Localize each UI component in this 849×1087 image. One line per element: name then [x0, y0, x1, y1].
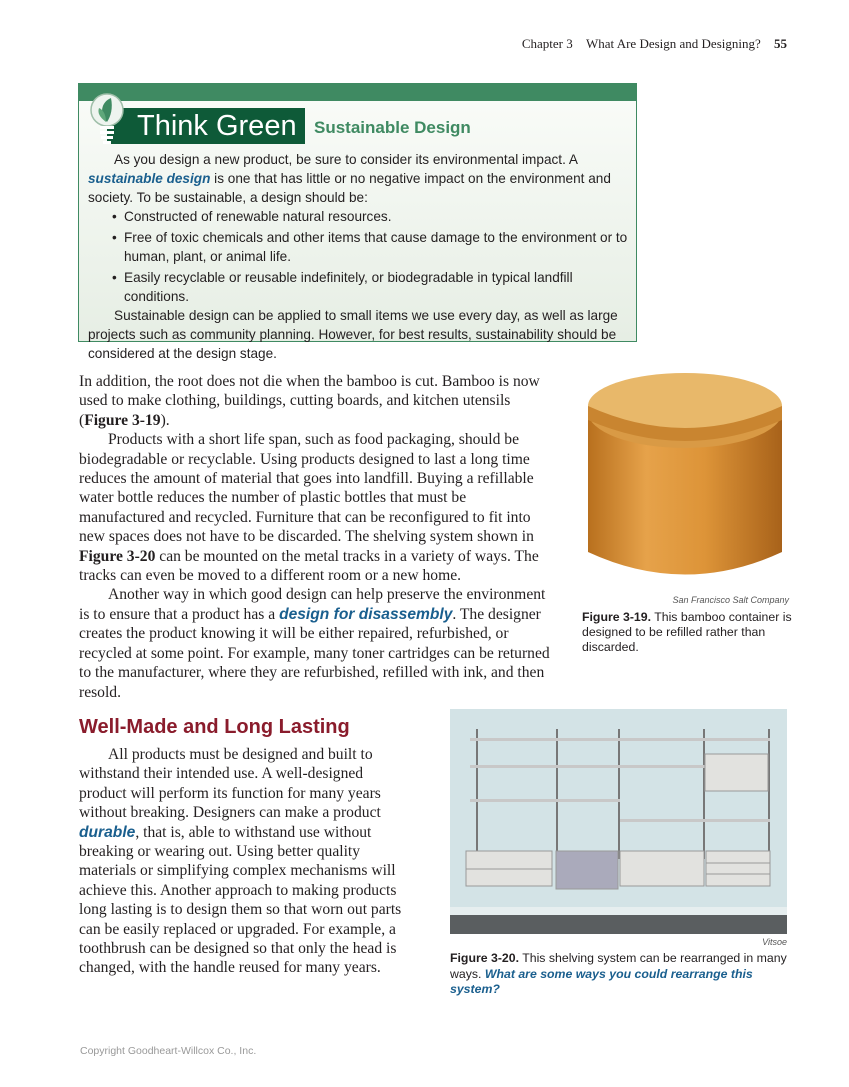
text: . The designer creates the product knowing it will be either repaired, refurbished, or recycled at some point. For example, many toner cartridges can be returned to the manufacturer, where they are refurbished, refilled with ink, and then resold.	[79, 605, 550, 701]
body-column	[79, 745, 411, 978]
bullet-item: • Easily recyclable or reusable indefinitely, or biodegradable in typical landfill conditions.	[124, 268, 628, 306]
paragraph	[79, 430, 551, 585]
sidebar-paragraph	[88, 150, 628, 207]
text: ).	[160, 411, 170, 429]
think-green-label: Think Green	[107, 108, 305, 144]
figure-label: Figure 3-19.	[582, 610, 652, 624]
sidebar-title: Sustainable Design	[314, 118, 471, 137]
sidebar-bullets	[88, 207, 628, 306]
text: is one that has little or no negative impact on the environment and society. To be sustainable, a design should be:	[88, 171, 611, 205]
photo-credit: Vitsoe	[762, 937, 787, 947]
shelving-system-image	[450, 709, 787, 934]
chapter-title: What Are Design and Designing?	[586, 36, 761, 51]
paragraph	[79, 585, 551, 701]
chapter-number: Chapter 3	[521, 36, 573, 51]
think-green-sidebar	[78, 83, 637, 361]
page-number: 55	[774, 36, 787, 51]
paragraph	[79, 372, 551, 430]
sidebar-paragraph: Sustainable design can be applied to small items we use every day, as well as large projects such as community planning. However, for best results, sustainability should be considered at the design stage.	[88, 308, 618, 361]
text: Another way in which good design can help preserve the environment is to ensure that a product has a	[79, 586, 546, 623]
figure-reference: Figure 3-19	[84, 411, 161, 429]
key-term: design for disassembly	[279, 605, 453, 623]
bullet-item: • Constructed of renewable natural resources.	[124, 207, 628, 226]
sidebar-top-bar	[79, 84, 636, 101]
section-heading: Well-Made and Long Lasting	[79, 716, 350, 738]
text: can be mounted on the metal tracks in a variety of ways. The tracks can even be moved to a different room or a new home.	[79, 547, 539, 585]
text: Products with a short life span, such as food packaging, should be biodegradable or recyclable. Using products designed to last a long time reduces the amount of material that goes into landfill. Buying a refillable water bottle reduces the number of plastic bottles that must be manufactured and recycled. Furniture that can be reconfigured to fit into new spaces does not have to be discarded. The shelving system shown in	[79, 431, 534, 546]
key-term: durable	[79, 823, 136, 841]
copyright: Copyright Goodheart-Willcox Co., Inc.	[80, 1045, 257, 1057]
bullet-item: • Free of toxic chemicals and other items that cause damage to the environment or to human, plant, or animal life.	[124, 228, 628, 266]
body-column	[79, 372, 551, 702]
figure-reference: Figure 3-20	[79, 547, 156, 565]
text: , that is, able to withstand use without breaking or wearing out. Using better quality materials or simplifying complex mechanisms will achieve this. Another approach to making products long lasting is to design them so that worn out parts can be easily replaced or upgraded. For example, a toothbrush can be designed so that only the head is changed, with the handle reused for many years.	[79, 823, 402, 977]
paragraph	[79, 745, 411, 978]
figure-caption	[450, 951, 790, 998]
sidebar-text	[88, 150, 628, 363]
text: In addition, the root does not die when the bamboo is cut. Bamboo is now used to make clothing, buildings, cutting boards, and kitchen utensils (	[79, 373, 540, 429]
text: All products must be designed and built to withstand their intended use. A well-designed product will perform its function for many years without breaking. Designers can make a product	[79, 746, 381, 822]
running-header	[522, 36, 787, 52]
bamboo-container-image	[580, 372, 790, 590]
lightbulb-leaf-icon	[89, 92, 125, 152]
caption-question: What are some ways you could rearrange this system?	[450, 966, 753, 996]
caption-text: This shelving system can be rearranged in many ways.	[450, 951, 787, 981]
figure-label: Figure 3-20.	[450, 951, 520, 965]
caption-text: This bamboo container is designed to be refilled rather than discarded.	[582, 610, 792, 654]
figure-caption	[582, 610, 792, 655]
photo-credit: San Francisco Salt Company	[672, 595, 789, 605]
key-term: sustainable design	[88, 171, 211, 186]
text: As you design a new product, be sure to consider its environmental impact. A	[114, 152, 578, 167]
